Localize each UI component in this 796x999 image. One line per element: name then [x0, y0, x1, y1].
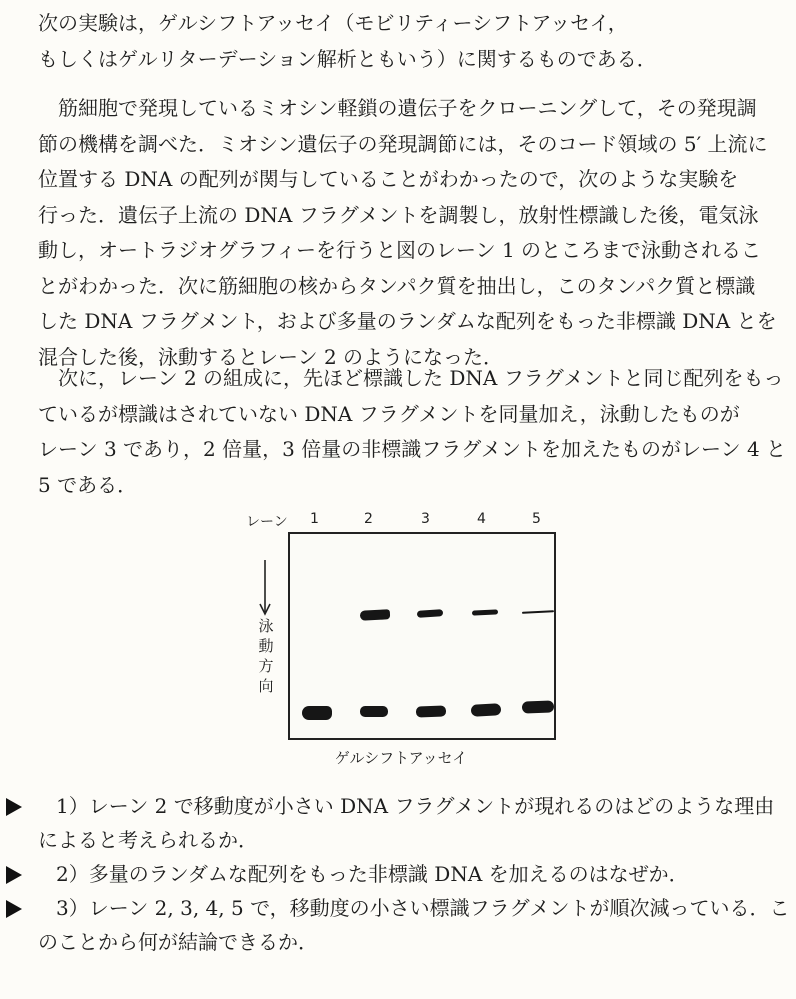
shifted-band-lane-5 [522, 610, 554, 614]
question-line: 2）多量のランダムな配列をもった非標識 DNA を加えるのはなぜか． [56, 862, 689, 886]
migration-direction-label [256, 616, 276, 696]
free-band-lane-3 [416, 705, 446, 717]
triangle-marker-icon [6, 900, 22, 918]
question-1 [0, 789, 790, 857]
figure-caption: ゲルシフトアッセイ [334, 749, 468, 767]
question-3 [0, 891, 790, 959]
lane-number-4: 4 [477, 511, 486, 527]
text-line: レーン 3 であり，2 倍量，3 倍量の非標識フラグメントを加えたものがレーン 4 と [38, 437, 787, 461]
text-line: 節の機構を調べた．ミオシン遺伝子の発現調節には，そのコード領域の 5′ 上流に [38, 131, 768, 156]
direction-char: 方 [258, 657, 274, 675]
intro-paragraph [38, 6, 776, 77]
text-line: 5 である． [38, 472, 138, 497]
text-line: した DNA フラグメント，および多量のランダムな配列をもった非標識 DNA とを [38, 309, 777, 333]
free-band-lane-2 [360, 706, 388, 717]
gel-image [288, 532, 556, 740]
text-line: もしくはゲルリターデーション解析ともいう）に関するものである． [38, 46, 657, 71]
text-line: 行った．遺伝子上流の DNA フラグメントを調製し，放射性標識した後，電気泳 [38, 202, 759, 227]
experiment-paragraph-2 [38, 361, 787, 503]
shifted-band-lane-3 [417, 609, 443, 618]
lane-number-3: 3 [421, 511, 430, 527]
triangle-marker-icon [6, 866, 22, 884]
lane-number-2: 2 [364, 511, 373, 527]
question-line: によると考えられるか． [38, 828, 258, 852]
text-line: 位置する DNA の配列が関与していることがわかったので，次のような実験を [38, 167, 739, 191]
direction-char: 向 [258, 677, 274, 695]
question-2 [0, 857, 790, 891]
lane-number-1: 1 [310, 511, 319, 527]
text-line: 次に，レーン 2 の組成に，先ほど標識した DNA フラグメントと同じ配列をもっ [38, 366, 784, 390]
shifted-band-lane-2 [360, 609, 390, 621]
free-band-lane-4 [471, 703, 502, 717]
direction-char: 動 [258, 637, 274, 655]
text-line: 筋細胞で発現しているミオシン軽鎖の遺伝子をクローニングして，その発現調 [38, 96, 757, 120]
direction-char: 泳 [258, 617, 274, 635]
text-line: 次の実験は，ゲルシフトアッセイ（モビリティーシフトアッセイ， [38, 11, 628, 35]
question-line: 1）レーン 2 で移動度が小さい DNA フラグメントが現れるのはどのような理由 [56, 794, 775, 818]
text-line: とがわかった．次に筋細胞の核からタンパク質を抽出し，このタンパク質と標識 [38, 273, 756, 298]
question-line: のことから何が結論できるか． [38, 930, 318, 954]
migration-arrow-icon [258, 560, 272, 616]
triangle-marker-icon [6, 798, 22, 816]
free-band-lane-5 [522, 700, 554, 713]
question-line: 3）レーン 2, 3, 4, 5 で，移動度の小さい標識フラグメントが順次減っている．こ [56, 896, 790, 920]
free-band-lane-1 [302, 706, 332, 720]
text-line: 混合した後，泳動するとレーン 2 のようになった． [38, 344, 504, 369]
shifted-band-lane-4 [472, 609, 498, 615]
experiment-paragraph-1 [38, 91, 776, 375]
gel-shift-figure [236, 508, 566, 780]
text-line: 動し，オートラジオグラフィーを行うと図のレーン 1 のところまで泳動されるこ [38, 238, 762, 262]
lane-number-5: 5 [532, 511, 541, 527]
text-line: ているが標識はされていない DNA フラグメントを同量加え，泳動したものが [38, 401, 740, 426]
lane-label: レーン [246, 514, 288, 530]
